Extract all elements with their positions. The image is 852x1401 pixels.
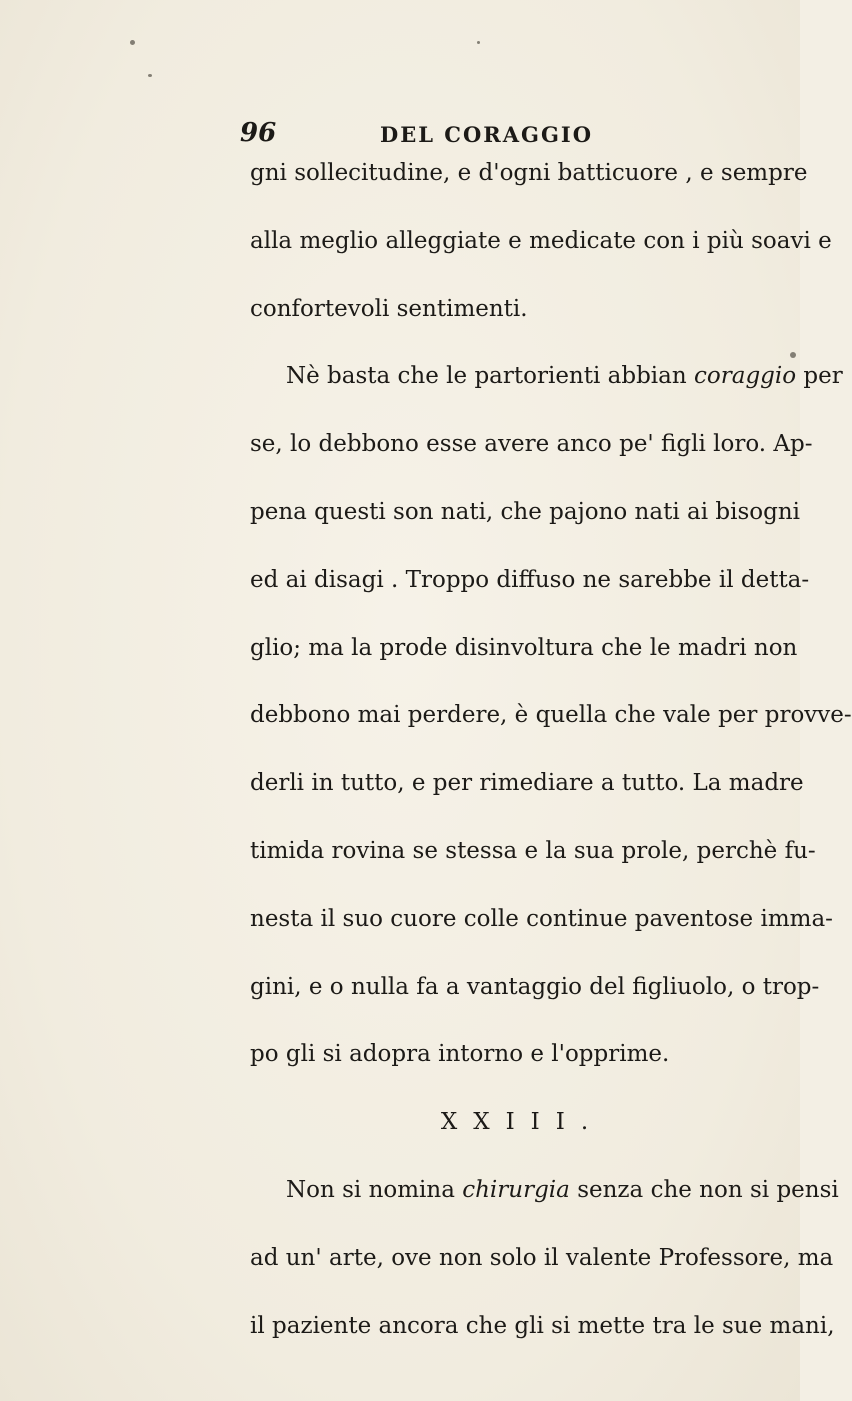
text-line: il paziente ancora che gli si mette tra le sue mani, [250,1312,835,1339]
text-line: pena questi son nati, che pajono nati ai bisogni [250,498,800,525]
text-line: derli in tutto, e per rimediare a tutto. La madre [250,770,804,797]
emphasis: chirurgia [462,1176,570,1203]
ink-speck [130,40,135,45]
text-line: gini, e o nulla fa a vantaggio del figliuolo, o trop- [250,973,820,1000]
ink-speck [148,74,152,77]
text-line: Nè basta che le partorienti abbian coraggio per [286,363,843,390]
body-text [250,140,852,1360]
text-line: Non si nomina chirurgia senza che non si pensi [286,1176,839,1203]
text-line: glio; ma la prode disinvoltura che le madri non [250,634,798,661]
text-line: alla meglio alleggiate e medicate con i più soavi e [250,227,832,254]
text-line: nesta il suo cuore colle continue paventose imma- [250,905,833,932]
emphasis: coraggio [694,363,797,390]
text-line: ed ai disagi . Troppo diffuso ne sarebbe il detta- [250,566,810,593]
text-line: po gli si adopra intorno e l'opprime. [250,1041,670,1068]
text-line: gni sollecitudine, e d'ogni batticuore , e sempre [250,160,808,186]
text-line: debbono mai perdere, è quella che vale per provve- [250,702,852,729]
ink-speck [477,41,480,44]
text-line: confortevoli sentimenti. [250,295,528,322]
section-heading: XXIII. [440,1109,605,1136]
text-line: timida rovina se stessa e la sua prole, perchè fu- [250,837,816,864]
text-line: se, lo debbono esse avere anco pe' figli loro. Ap- [250,431,813,458]
running-title: DEL CORAGGIO [380,122,594,147]
page-number: 96 [240,118,277,148]
text-line: ad un' arte, ove non solo il valente Professore, ma [250,1244,834,1271]
